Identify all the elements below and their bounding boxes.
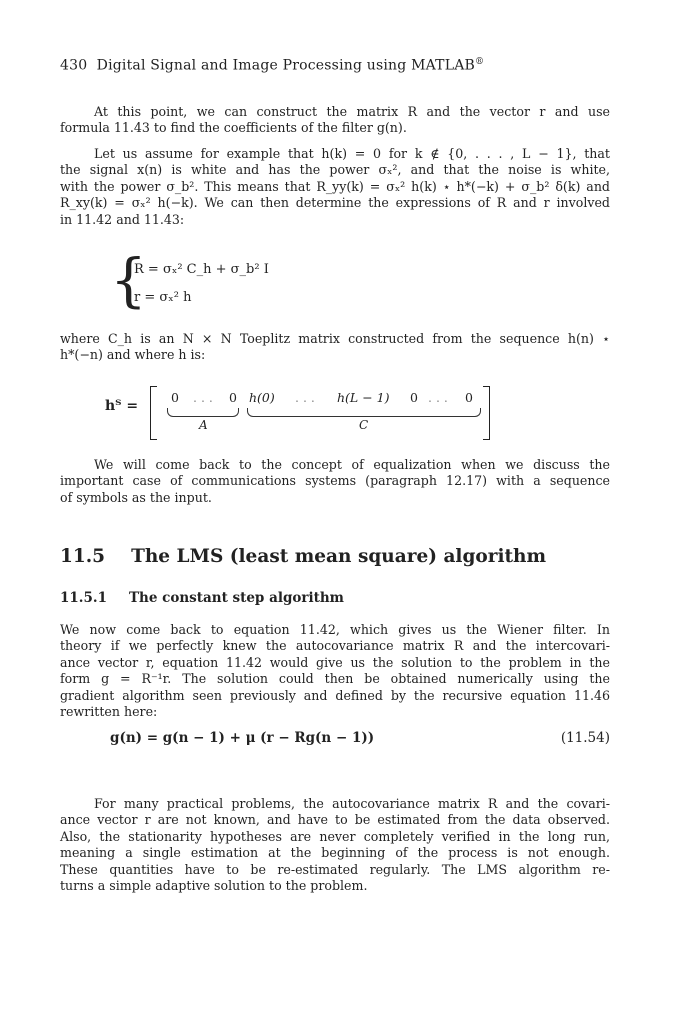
underbrace-A (167, 408, 239, 417)
equation-r: r = σₓ² h (134, 290, 192, 305)
text-line: For many practical problems, the autocovariance matrix R and the covari- (94, 796, 610, 811)
text-line: form g = R⁻¹r. The solution could then be obtained numerically using the (60, 671, 610, 687)
label-C: C (359, 418, 369, 432)
section-number: 11.5 (60, 546, 106, 567)
text-line: ance vector r are not known, and have to be estimated from the data observed. (60, 812, 610, 828)
text-line: important case of communications systems (paragraph 12.17) with a sequence (60, 473, 610, 489)
text-line: formula 11.43 to find the coefficients of the filter g(n). (60, 120, 407, 136)
paragraph-4 (60, 457, 610, 506)
underbrace-C (247, 408, 481, 417)
equation-R: R = σₓ² C_h + σ_b² I (134, 262, 269, 277)
registered-mark: ® (475, 57, 485, 67)
subsection-heading (60, 590, 344, 606)
page-number: 430 (60, 57, 88, 74)
left-brace: { (110, 246, 147, 314)
dots-cell: . . . (428, 390, 448, 405)
zero-cell: 0 (410, 390, 418, 405)
h-vector-definition (105, 386, 495, 446)
dots-cell: . . . (295, 390, 315, 405)
text-line: meaning a single estimation at the beginning of the process is not enough. (60, 845, 610, 861)
hL-cell: h(L − 1) (337, 390, 390, 405)
text-line: R_xy(k) = σₓ² h(−k). We can then determine the expressions of R and r involved (60, 195, 610, 211)
text-line: At this point, we can construct the matrix R and the vector r and use (94, 104, 610, 119)
text-line: h*(−n) and where h is: (60, 347, 206, 363)
text-line: turns a simple adaptive solution to the problem. (60, 877, 368, 893)
zero-cell: 0 (465, 390, 473, 405)
paragraph-5 (60, 622, 610, 720)
left-bracket (150, 386, 157, 440)
text-line: We will come back to the concept of equalization when we discuss the (94, 457, 610, 472)
right-bracket (483, 386, 490, 440)
h0-cell: h(0) (249, 390, 275, 405)
paragraph-2 (60, 146, 610, 228)
text-line: the signal x(n) is white and has the power σₓ², and that the noise is white, (60, 162, 610, 178)
text-line: with the power σ_b². This means that R_yy(k) = σₓ² h(k) ⋆ h*(−k) + σ_b² δ(k) and (60, 178, 610, 194)
paragraph-1 (60, 104, 610, 137)
subsection-number: 11.5.1 (60, 590, 107, 606)
paragraph-6 (60, 796, 610, 894)
equation-system (110, 246, 310, 316)
section-title: The LMS (least mean square) algorithm (131, 546, 547, 567)
display-equation (110, 730, 610, 746)
zero-cell: 0 (229, 390, 237, 405)
text-line: theory if we perfectly knew the autocovariance matrix R and the intercovari- (60, 638, 610, 654)
zero-cell: 0 (171, 390, 179, 405)
text-line: gradient algorithm seen previously and defined by the recursive equation 11.46 (60, 687, 610, 703)
text-line: of symbols as the input. (60, 489, 212, 505)
text-line: rewritten here: (60, 703, 158, 719)
text-line: where C_h is an N × N Toeplitz matrix constructed from the sequence h(n) ⋆ (60, 331, 610, 346)
paragraph-3 (60, 331, 610, 364)
dots-cell: . . . (193, 390, 213, 405)
h-transpose-lhs: hᵀ = (105, 398, 139, 414)
text-line: These quantities have to be re-estimated regularly. The LMS algorithm re- (60, 861, 610, 877)
equation-text: g(n) = g(n − 1) + μ (r − Rg(n − 1)) (110, 730, 375, 746)
text-line: Also, the stationarity hypotheses are never completely verified in the long run, (60, 828, 610, 844)
text-line: in 11.42 and 11.43: (60, 211, 185, 227)
section-heading (60, 546, 546, 567)
subsection-title: The constant step algorithm (128, 590, 344, 606)
text-line: Let us assume for example that h(k) = 0 for k ∉ {0, . . . , L − 1}, that (94, 146, 610, 161)
book-title: Digital Signal and Image Processing using MATLAB (96, 57, 475, 74)
running-header (60, 57, 484, 74)
equation-number: (11.54) (560, 730, 610, 746)
label-A: A (199, 418, 208, 432)
text-line: We now come back to equation 11.42, which gives us the Wiener filter. In (60, 622, 610, 637)
text-line: ance vector r, equation 11.42 would give us the solution to the problem in the (60, 654, 610, 670)
